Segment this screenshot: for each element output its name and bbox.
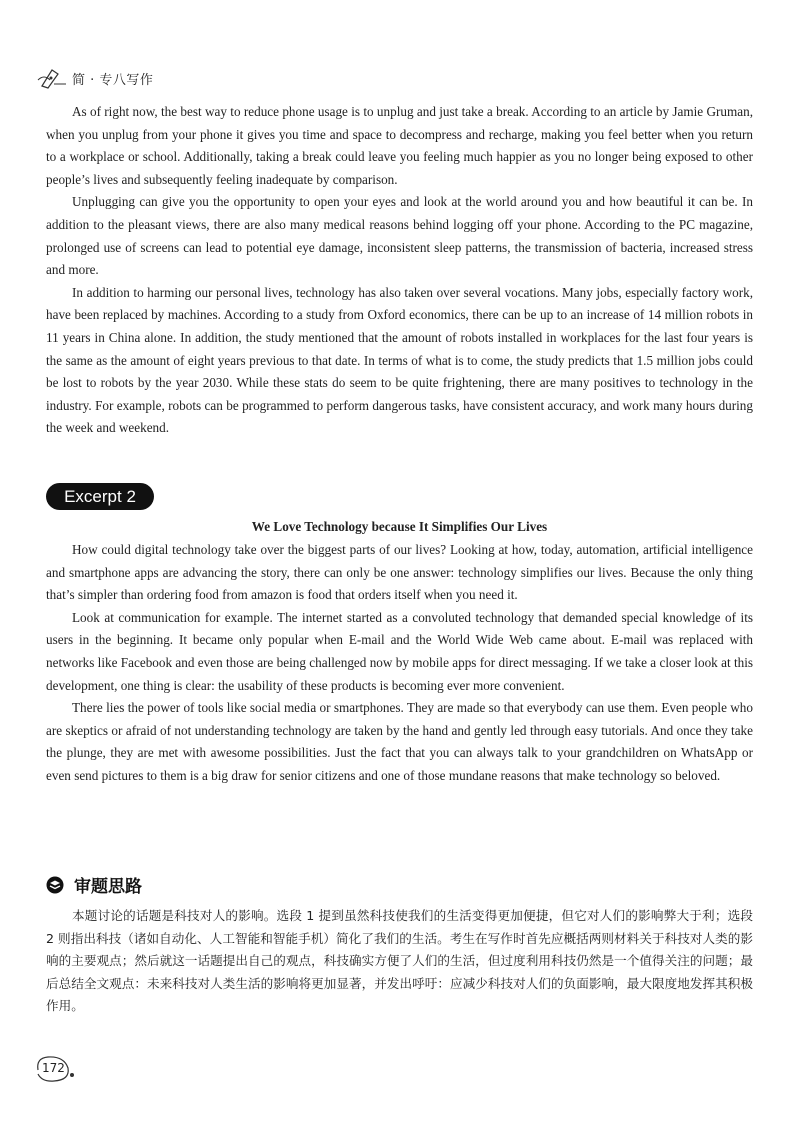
analysis-heading — [46, 872, 142, 897]
page-number-text: 172 — [42, 1061, 65, 1075]
excerpt-badge: Excerpt 2 — [46, 483, 154, 510]
analysis-text: 本题讨论的话题是科技对人的影响。选段 1 提到虽然科技使我们的生活变得更加便捷，但它对人们的影响弊大于利；选段 2 则指出科技（诸如自动化、人工智能和智能手机）简化了我们的生活。考生在写作时首先应概括两则材料关于科技对人类的影响的主要观点；然后就这一话题提出自己的观点，科技确实方便了人们的生活，但过度利用科技仍然是一个值得关注的问题；最后总结全文观点：未来科技对人类生活的影响将更加显著，并发出呼吁：应减少科技对人们的负面影响，最大限度地发挥其积极作用。 — [46, 908, 753, 1014]
page-number — [34, 1054, 74, 1084]
paragraph: Look at communication for example. The internet started as a convoluted technology that demanded special knowledge of its users in the beginning. It became only popular when E-mail and the World Wide Web came about. E-mail was replaced with networks like Facebook and even those are being challenged now by mobile apps for direct messaging. If we take a closer look at this development, one thing is clear: the usability of these products is becoming ever more convenient. — [46, 609, 753, 693]
analysis-title: 审题思路 — [74, 877, 142, 897]
paragraph: As of right now, the best way to reduce phone usage is to unplug and just take a break. According to an article by Jamie Gruman, when you unplug from your phone it gives you time and space to decompress and recharge, making you feel better when you return to a workplace or school. Additionally, taking a break could leave you feeling much happier as you no longer being exposed to other people’s lives and subsequently feeling inadequate by comparison. — [46, 104, 753, 187]
excerpt-title: We Love Technology because It Simplifies Our Lives — [251, 519, 548, 534]
paragraph: Unplugging can give you the opportunity to open your eyes and look at the world around you and how beautiful it can be. In addition to the pleasant views, there are also many medical reasons behind logging off your phone. According to the PC magazine, prolonged use of screens can lead to potential eye damage, inconsistent sleep patterns, the transmission of bacteria, increased stress and more. — [46, 194, 753, 278]
excerpt1-body — [46, 101, 753, 440]
paragraph: There lies the power of tools like social media or smartphones. They are made so that everybody can use them. Even people who are skeptics or afraid of not understanding technology are taken by the hand and gently led through easy tutorials. And once they take the plunge, they are met with awesome possibilities. Just the fact that you can always talk to your grandchildren on WhatsApp or even send pictures to them is a big draw for senior citizens and one of those mundane reasons that make technology so beloved. — [46, 700, 753, 783]
paragraph: How could digital technology take over the biggest parts of our lives? Looking at how, today, automation, artificial intelligence and smartphone apps are advancing the story, there can only be one answer: technology simplifies our lives. Because the only thing that’s simpler than ordering food from amazon is food that orders itself when you need it. — [46, 542, 753, 603]
pen-nib-icon — [36, 66, 70, 90]
running-header — [36, 66, 153, 90]
layers-icon — [46, 876, 64, 894]
excerpt2-body — [46, 539, 753, 788]
paragraph: In addition to harming our personal lives, technology has also taken over several vocations. Many jobs, especially factory work, have been replaced by machines. According to a study from Oxford economics, there can be up to an increase of 14 million robots in 11 years in China alone. In addition, the study mentioned that the amount of robots installed in workplaces for the last four years is the same as the amount of eight years previous to that date. In terms of what is to come, the study predicts that 1.5 million jobs could be lost to robots by the year 2030. While these stats do seem to be quite frightening, there are many positives to technology in the industry. For example, robots can be programmed to perform dangerous tasks, have consistent accuracy, and work many hours during the week and weekend. — [46, 284, 753, 436]
header-title: 简 · 专八写作 — [72, 72, 154, 88]
